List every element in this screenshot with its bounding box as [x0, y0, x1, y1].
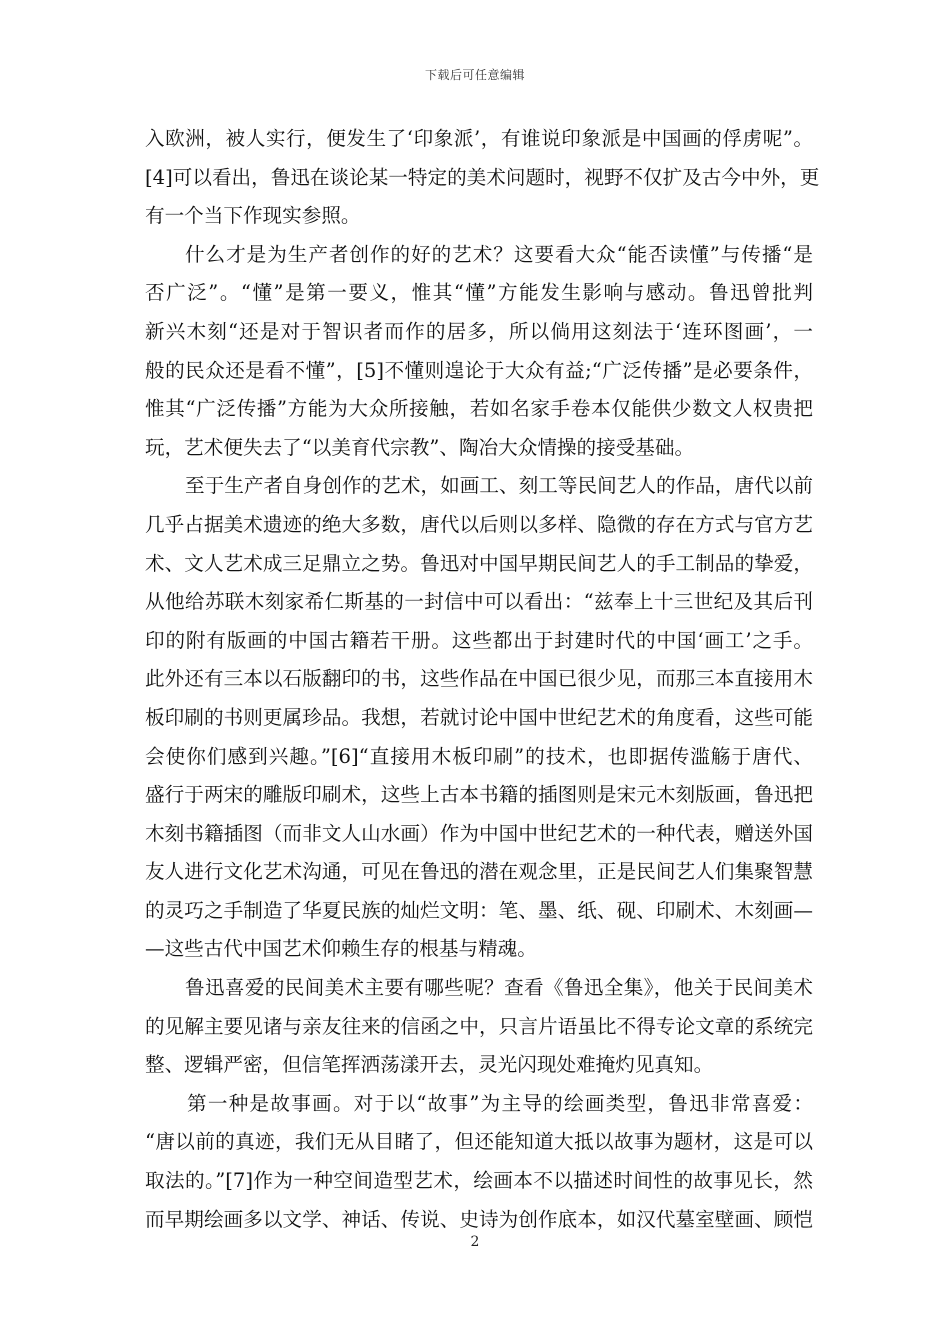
text-line: “唐以前的真迹，我们无从目睹了，但还能知道大抵以故事为题材，这是可以 [145, 1130, 813, 1154]
text-line: 取法的。”[7]作为一种空间造型艺术，绘画本不以描述时间性的故事见长，然 [145, 1169, 813, 1193]
text-line: 的见解主要见诸与亲友往来的信函之中，只言片语虽比不得专论文章的系统完 [145, 1014, 813, 1038]
text-line: 否广泛”。“懂”是第一要义，惟其“懂”方能发生影响与感动。鲁迅曾批判 [145, 281, 813, 305]
text-line: 印的附有版画的中国古籍若干册。这些都出于封建时代的中国‘画工’之手。 [145, 628, 813, 652]
text-line: 会使你们感到兴趣。”[6]“直接用木板印刷”的技术，也即据传滥觞于唐代、 [145, 744, 813, 768]
text-line: —这些古代中国艺术仰赖生存的根基与精魂。 [145, 937, 537, 961]
text-line: 友人进行文化艺术沟通，可见在鲁迅的潜在观念里，正是民间艺人们集聚智慧 [145, 860, 813, 884]
text-line: 的灵巧之手制造了华夏民族的灿烂文明：笔、墨、纸、砚、印刷术、木刻画— [145, 898, 813, 922]
text-line: 第一种是故事画。对于以“故事”为主导的绘画类型，鲁迅非常喜爱： [187, 1091, 813, 1115]
page-header: 下载后可任意编辑 [424, 68, 525, 82]
text-line: 有一个当下作现实参照。 [145, 204, 361, 228]
text-line: [4]可以看出，鲁迅在谈论某一特定的美术问题时，视野不仅扩及古今中外，更 [145, 165, 820, 189]
text-line: 般的民众还是看不懂”，[5]不懂则遑论于大众有益;“广泛传播”是必要条件， [145, 358, 813, 382]
text-line: 鲁迅喜爱的民间美术主要有哪些呢？查看《鲁迅全集》，他关于民间美术 [185, 976, 813, 1000]
text-line: 新兴木刻“还是对于智识者而作的居多，所以倘用这刻法于‘连环图画’，一 [145, 319, 813, 343]
text-line: 术、文人艺术成三足鼎立之势。鲁迅对中国早期民间艺人的手工制品的挚爱， [145, 551, 813, 575]
text-line: 板印刷的书则更属珍品。我想，若就讨论中国中世纪艺术的角度看，这些可能 [145, 705, 813, 729]
text-line: 玩，艺术便失去了“以美育代宗教”、陶冶大众情操的接受基础。 [145, 435, 695, 459]
body-text [145, 120, 820, 1239]
text-line: 此外还有三本以石版翻印的书，这些作品在中国已很少见，而那三本直接用木 [145, 667, 813, 691]
text-line: 什么才是为生产者创作的好的艺术？这要看大众“能否读懂”与传播“是 [185, 242, 813, 266]
text-line: 从他给苏联木刻家希仁斯基的一封信中可以看出：“兹奉上十三世纪及其后刊 [145, 590, 813, 614]
text-line: 至于生产者自身创作的艺术，如画工、刻工等民间艺人的作品，唐代以前 [185, 474, 813, 498]
text-line: 几乎占据美术遗迹的绝大多数，唐代以后则以多样、隐微的存在方式与官方艺 [145, 512, 813, 536]
text-line: 而早期绘画多以文学、神话、传说、史诗为创作底本，如汉代墓室壁画、顾恺 [145, 1207, 813, 1231]
page-number: 2 [470, 1234, 480, 1250]
text-line: 惟其“广泛传播”方能为大众所接触，若如名家手卷本仅能供少数文人权贵把 [145, 397, 813, 421]
text-line: 木刻书籍插图（而非文人山水画）作为中国中世纪艺术的一种代表，赠送外国 [145, 821, 813, 845]
text-line: 入欧洲，被人实行，便发生了‘印象派’，有谁说印象派是中国画的俘虏呢”。 [145, 127, 813, 150]
text-line: 整、逻辑严密，但信笔挥洒荡漾开去，灵光闪现处难掩灼见真知。 [145, 1053, 714, 1077]
text-line: 盛行于两宋的雕版印刷术，这些上古本书籍的插图则是宋元木刻版画，鲁迅把 [145, 783, 813, 807]
